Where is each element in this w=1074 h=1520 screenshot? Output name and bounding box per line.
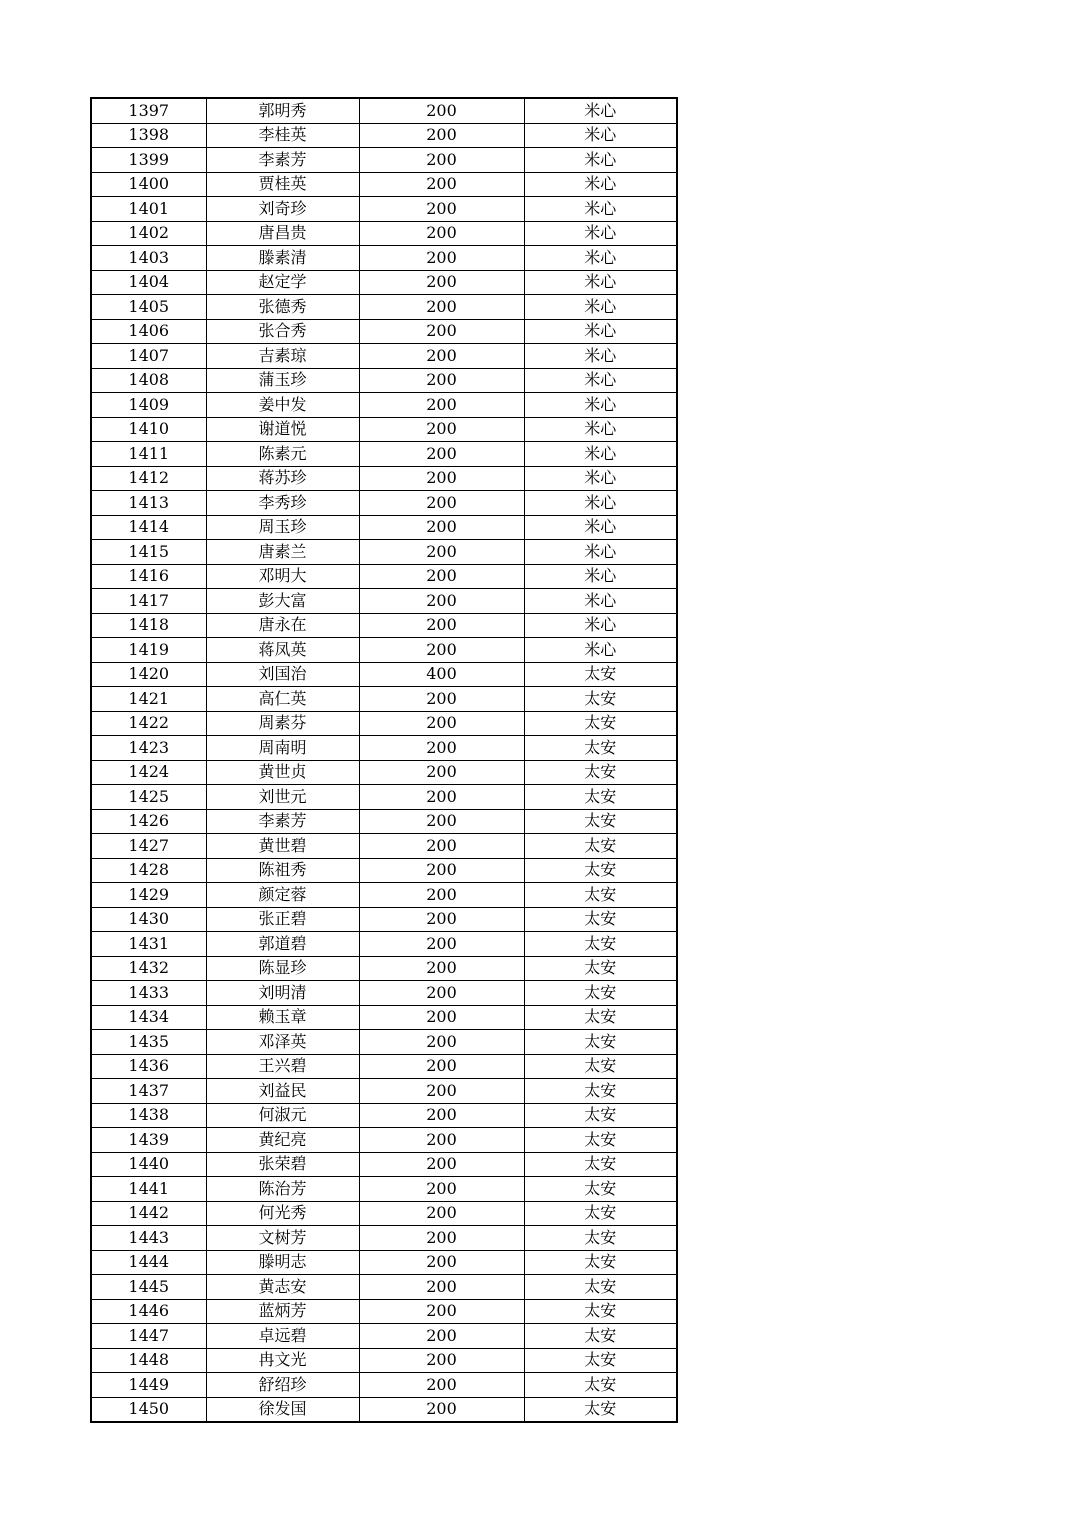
name-cell: 张荣碧 xyxy=(206,1152,359,1177)
location-cell: 太安 xyxy=(524,711,677,736)
table-row xyxy=(91,662,677,687)
name-cell: 蓝炳芳 xyxy=(206,1299,359,1324)
table-row xyxy=(91,809,677,834)
amount-cell: 200 xyxy=(359,1348,524,1373)
table-row xyxy=(91,246,677,271)
table-row xyxy=(91,393,677,418)
row-number-cell: 1420 xyxy=(91,662,206,687)
table-row xyxy=(91,1079,677,1104)
name-cell: 刘奇珍 xyxy=(206,197,359,222)
row-number-cell: 1422 xyxy=(91,711,206,736)
row-number-cell: 1448 xyxy=(91,1348,206,1373)
location-cell: 太安 xyxy=(524,1103,677,1128)
location-cell: 米心 xyxy=(524,197,677,222)
amount-cell: 200 xyxy=(359,907,524,932)
row-number-cell: 1405 xyxy=(91,295,206,320)
amount-cell: 200 xyxy=(359,858,524,883)
name-cell: 张合秀 xyxy=(206,319,359,344)
location-cell: 太安 xyxy=(524,1324,677,1349)
amount-cell: 200 xyxy=(359,1177,524,1202)
name-cell: 张德秀 xyxy=(206,295,359,320)
amount-cell: 400 xyxy=(359,662,524,687)
row-number-cell: 1427 xyxy=(91,834,206,859)
row-number-cell: 1418 xyxy=(91,613,206,638)
amount-cell: 200 xyxy=(359,123,524,148)
row-number-cell: 1416 xyxy=(91,564,206,589)
table-row xyxy=(91,515,677,540)
name-cell: 赖玉章 xyxy=(206,1005,359,1030)
row-number-cell: 1403 xyxy=(91,246,206,271)
name-cell: 邓泽英 xyxy=(206,1030,359,1055)
row-number-cell: 1410 xyxy=(91,417,206,442)
location-cell: 太安 xyxy=(524,1250,677,1275)
amount-cell: 200 xyxy=(359,736,524,761)
table-row xyxy=(91,564,677,589)
row-number-cell: 1421 xyxy=(91,687,206,712)
table-row xyxy=(91,1348,677,1373)
amount-cell: 200 xyxy=(359,564,524,589)
table-row xyxy=(91,1030,677,1055)
amount-cell: 200 xyxy=(359,883,524,908)
table-row xyxy=(91,319,677,344)
table-row xyxy=(91,1324,677,1349)
table-row xyxy=(91,907,677,932)
amount-cell: 200 xyxy=(359,785,524,810)
table-row xyxy=(91,466,677,491)
row-number-cell: 1442 xyxy=(91,1201,206,1226)
row-number-cell: 1401 xyxy=(91,197,206,222)
name-cell: 王兴碧 xyxy=(206,1054,359,1079)
name-cell: 李桂英 xyxy=(206,123,359,148)
name-cell: 黄志安 xyxy=(206,1275,359,1300)
row-number-cell: 1399 xyxy=(91,148,206,173)
amount-cell: 200 xyxy=(359,687,524,712)
table-row xyxy=(91,417,677,442)
name-cell: 黄世碧 xyxy=(206,834,359,859)
name-cell: 陈祖秀 xyxy=(206,858,359,883)
name-cell: 吉素琼 xyxy=(206,344,359,369)
row-number-cell: 1435 xyxy=(91,1030,206,1055)
amount-cell: 200 xyxy=(359,344,524,369)
location-cell: 太安 xyxy=(524,883,677,908)
table-row xyxy=(91,687,677,712)
name-cell: 滕素清 xyxy=(206,246,359,271)
table-row xyxy=(91,711,677,736)
location-cell: 米心 xyxy=(524,540,677,565)
location-cell: 太安 xyxy=(524,809,677,834)
table-row xyxy=(91,1275,677,1300)
amount-cell: 200 xyxy=(359,540,524,565)
table-row xyxy=(91,1226,677,1251)
location-cell: 太安 xyxy=(524,1177,677,1202)
location-cell: 太安 xyxy=(524,1201,677,1226)
name-cell: 郭明秀 xyxy=(206,98,359,123)
row-number-cell: 1400 xyxy=(91,172,206,197)
name-cell: 贾桂英 xyxy=(206,172,359,197)
location-cell: 太安 xyxy=(524,1348,677,1373)
amount-cell: 200 xyxy=(359,246,524,271)
table-row xyxy=(91,981,677,1006)
name-cell: 蒲玉珍 xyxy=(206,368,359,393)
amount-cell: 200 xyxy=(359,1226,524,1251)
row-number-cell: 1439 xyxy=(91,1128,206,1153)
table-row xyxy=(91,123,677,148)
amount-cell: 200 xyxy=(359,1324,524,1349)
table-row xyxy=(91,491,677,516)
name-cell: 刘世元 xyxy=(206,785,359,810)
row-number-cell: 1438 xyxy=(91,1103,206,1128)
name-cell: 周玉珍 xyxy=(206,515,359,540)
amount-cell: 200 xyxy=(359,148,524,173)
row-number-cell: 1432 xyxy=(91,956,206,981)
amount-cell: 200 xyxy=(359,98,524,123)
location-cell: 米心 xyxy=(524,638,677,663)
table-row xyxy=(91,638,677,663)
row-number-cell: 1411 xyxy=(91,442,206,467)
name-cell: 高仁英 xyxy=(206,687,359,712)
table-row xyxy=(91,956,677,981)
amount-cell: 200 xyxy=(359,613,524,638)
table-row xyxy=(91,98,677,123)
amount-cell: 200 xyxy=(359,981,524,1006)
name-cell: 谢道悦 xyxy=(206,417,359,442)
name-cell: 卓远碧 xyxy=(206,1324,359,1349)
location-cell: 太安 xyxy=(524,981,677,1006)
location-cell: 米心 xyxy=(524,466,677,491)
row-number-cell: 1437 xyxy=(91,1079,206,1104)
table-row xyxy=(91,760,677,785)
table-row xyxy=(91,368,677,393)
location-cell: 米心 xyxy=(524,515,677,540)
amount-cell: 200 xyxy=(359,466,524,491)
location-cell: 米心 xyxy=(524,98,677,123)
location-cell: 米心 xyxy=(524,589,677,614)
name-cell: 黄纪亮 xyxy=(206,1128,359,1153)
amount-cell: 200 xyxy=(359,1030,524,1055)
table-row xyxy=(91,1005,677,1030)
location-cell: 米心 xyxy=(524,344,677,369)
row-number-cell: 1429 xyxy=(91,883,206,908)
table-row xyxy=(91,221,677,246)
table-row xyxy=(91,1152,677,1177)
location-cell: 米心 xyxy=(524,172,677,197)
row-number-cell: 1428 xyxy=(91,858,206,883)
name-cell: 何淑元 xyxy=(206,1103,359,1128)
row-number-cell: 1415 xyxy=(91,540,206,565)
row-number-cell: 1445 xyxy=(91,1275,206,1300)
amount-cell: 200 xyxy=(359,221,524,246)
location-cell: 太安 xyxy=(524,1030,677,1055)
amount-cell: 200 xyxy=(359,1005,524,1030)
row-number-cell: 1404 xyxy=(91,270,206,295)
amount-cell: 200 xyxy=(359,295,524,320)
table-body xyxy=(91,98,677,1422)
row-number-cell: 1433 xyxy=(91,981,206,1006)
location-cell: 太安 xyxy=(524,687,677,712)
name-cell: 李素芳 xyxy=(206,148,359,173)
location-cell: 太安 xyxy=(524,1226,677,1251)
row-number-cell: 1449 xyxy=(91,1373,206,1398)
name-cell: 唐永在 xyxy=(206,613,359,638)
row-number-cell: 1424 xyxy=(91,760,206,785)
amount-cell: 200 xyxy=(359,1054,524,1079)
table-row xyxy=(91,1201,677,1226)
location-cell: 米心 xyxy=(524,393,677,418)
location-cell: 米心 xyxy=(524,442,677,467)
location-cell: 太安 xyxy=(524,1397,677,1422)
row-number-cell: 1441 xyxy=(91,1177,206,1202)
name-cell: 陈显珍 xyxy=(206,956,359,981)
name-cell: 唐素兰 xyxy=(206,540,359,565)
location-cell: 太安 xyxy=(524,1152,677,1177)
table-row xyxy=(91,785,677,810)
table-row xyxy=(91,858,677,883)
amount-cell: 200 xyxy=(359,417,524,442)
location-cell: 米心 xyxy=(524,246,677,271)
row-number-cell: 1450 xyxy=(91,1397,206,1422)
name-cell: 李素芳 xyxy=(206,809,359,834)
location-cell: 太安 xyxy=(524,736,677,761)
row-number-cell: 1412 xyxy=(91,466,206,491)
name-cell: 滕明志 xyxy=(206,1250,359,1275)
amount-cell: 200 xyxy=(359,515,524,540)
name-cell: 唐昌贵 xyxy=(206,221,359,246)
table-row xyxy=(91,1177,677,1202)
location-cell: 米心 xyxy=(524,613,677,638)
amount-cell: 200 xyxy=(359,589,524,614)
table-row xyxy=(91,589,677,614)
name-cell: 舒绍珍 xyxy=(206,1373,359,1398)
table-row xyxy=(91,1103,677,1128)
location-cell: 米心 xyxy=(524,295,677,320)
location-cell: 米心 xyxy=(524,123,677,148)
row-number-cell: 1408 xyxy=(91,368,206,393)
amount-cell: 200 xyxy=(359,1201,524,1226)
row-number-cell: 1414 xyxy=(91,515,206,540)
amount-cell: 200 xyxy=(359,809,524,834)
location-cell: 太安 xyxy=(524,1373,677,1398)
amount-cell: 200 xyxy=(359,319,524,344)
amount-cell: 200 xyxy=(359,932,524,957)
name-cell: 赵定学 xyxy=(206,270,359,295)
amount-cell: 200 xyxy=(359,270,524,295)
table-row xyxy=(91,834,677,859)
location-cell: 米心 xyxy=(524,564,677,589)
row-number-cell: 1398 xyxy=(91,123,206,148)
row-number-cell: 1443 xyxy=(91,1226,206,1251)
table-row xyxy=(91,883,677,908)
table-row xyxy=(91,344,677,369)
row-number-cell: 1417 xyxy=(91,589,206,614)
amount-cell: 200 xyxy=(359,172,524,197)
table-row xyxy=(91,442,677,467)
name-cell: 陈治芳 xyxy=(206,1177,359,1202)
amount-cell: 200 xyxy=(359,368,524,393)
row-number-cell: 1447 xyxy=(91,1324,206,1349)
location-cell: 太安 xyxy=(524,785,677,810)
amount-cell: 200 xyxy=(359,1250,524,1275)
row-number-cell: 1444 xyxy=(91,1250,206,1275)
name-cell: 陈素元 xyxy=(206,442,359,467)
amount-cell: 200 xyxy=(359,1152,524,1177)
data-table xyxy=(90,97,678,1423)
table-row xyxy=(91,197,677,222)
row-number-cell: 1407 xyxy=(91,344,206,369)
name-cell: 邓明大 xyxy=(206,564,359,589)
name-cell: 周南明 xyxy=(206,736,359,761)
table-row xyxy=(91,270,677,295)
amount-cell: 200 xyxy=(359,1299,524,1324)
location-cell: 米心 xyxy=(524,417,677,442)
table-row xyxy=(91,172,677,197)
name-cell: 刘益民 xyxy=(206,1079,359,1104)
table-row xyxy=(91,540,677,565)
location-cell: 米心 xyxy=(524,270,677,295)
name-cell: 姜中发 xyxy=(206,393,359,418)
location-cell: 太安 xyxy=(524,1005,677,1030)
location-cell: 太安 xyxy=(524,662,677,687)
row-number-cell: 1436 xyxy=(91,1054,206,1079)
location-cell: 米心 xyxy=(524,319,677,344)
location-cell: 米心 xyxy=(524,491,677,516)
amount-cell: 200 xyxy=(359,711,524,736)
amount-cell: 200 xyxy=(359,1079,524,1104)
amount-cell: 200 xyxy=(359,1275,524,1300)
table-row xyxy=(91,1373,677,1398)
row-number-cell: 1413 xyxy=(91,491,206,516)
name-cell: 张正碧 xyxy=(206,907,359,932)
amount-cell: 200 xyxy=(359,956,524,981)
amount-cell: 200 xyxy=(359,760,524,785)
row-number-cell: 1426 xyxy=(91,809,206,834)
row-number-cell: 1409 xyxy=(91,393,206,418)
row-number-cell: 1440 xyxy=(91,1152,206,1177)
name-cell: 蒋凤英 xyxy=(206,638,359,663)
name-cell: 李秀珍 xyxy=(206,491,359,516)
amount-cell: 200 xyxy=(359,393,524,418)
name-cell: 徐发国 xyxy=(206,1397,359,1422)
row-number-cell: 1425 xyxy=(91,785,206,810)
row-number-cell: 1423 xyxy=(91,736,206,761)
name-cell: 周素芬 xyxy=(206,711,359,736)
amount-cell: 200 xyxy=(359,638,524,663)
amount-cell: 200 xyxy=(359,197,524,222)
row-number-cell: 1419 xyxy=(91,638,206,663)
table-row xyxy=(91,1397,677,1422)
name-cell: 颜定蓉 xyxy=(206,883,359,908)
row-number-cell: 1446 xyxy=(91,1299,206,1324)
row-number-cell: 1431 xyxy=(91,932,206,957)
table-row xyxy=(91,148,677,173)
location-cell: 太安 xyxy=(524,1128,677,1153)
amount-cell: 200 xyxy=(359,442,524,467)
table-row xyxy=(91,1054,677,1079)
table-row xyxy=(91,1299,677,1324)
amount-cell: 200 xyxy=(359,1397,524,1422)
table-row xyxy=(91,1128,677,1153)
amount-cell: 200 xyxy=(359,1103,524,1128)
name-cell: 冉文光 xyxy=(206,1348,359,1373)
amount-cell: 200 xyxy=(359,1373,524,1398)
location-cell: 米心 xyxy=(524,221,677,246)
name-cell: 蒋苏珍 xyxy=(206,466,359,491)
location-cell: 太安 xyxy=(524,1299,677,1324)
amount-cell: 200 xyxy=(359,1128,524,1153)
location-cell: 太安 xyxy=(524,932,677,957)
table-row xyxy=(91,932,677,957)
amount-cell: 200 xyxy=(359,834,524,859)
location-cell: 太安 xyxy=(524,1054,677,1079)
row-number-cell: 1397 xyxy=(91,98,206,123)
name-cell: 刘国治 xyxy=(206,662,359,687)
table-row xyxy=(91,613,677,638)
amount-cell: 200 xyxy=(359,491,524,516)
table-row xyxy=(91,295,677,320)
name-cell: 彭大富 xyxy=(206,589,359,614)
row-number-cell: 1402 xyxy=(91,221,206,246)
row-number-cell: 1430 xyxy=(91,907,206,932)
name-cell: 郭道碧 xyxy=(206,932,359,957)
row-number-cell: 1434 xyxy=(91,1005,206,1030)
location-cell: 太安 xyxy=(524,907,677,932)
location-cell: 太安 xyxy=(524,858,677,883)
location-cell: 米心 xyxy=(524,148,677,173)
location-cell: 太安 xyxy=(524,834,677,859)
location-cell: 米心 xyxy=(524,368,677,393)
table-row xyxy=(91,736,677,761)
location-cell: 太安 xyxy=(524,760,677,785)
location-cell: 太安 xyxy=(524,1079,677,1104)
location-cell: 太安 xyxy=(524,956,677,981)
name-cell: 文树芳 xyxy=(206,1226,359,1251)
name-cell: 何光秀 xyxy=(206,1201,359,1226)
name-cell: 黄世贞 xyxy=(206,760,359,785)
name-cell: 刘明清 xyxy=(206,981,359,1006)
table-row xyxy=(91,1250,677,1275)
row-number-cell: 1406 xyxy=(91,319,206,344)
location-cell: 太安 xyxy=(524,1275,677,1300)
